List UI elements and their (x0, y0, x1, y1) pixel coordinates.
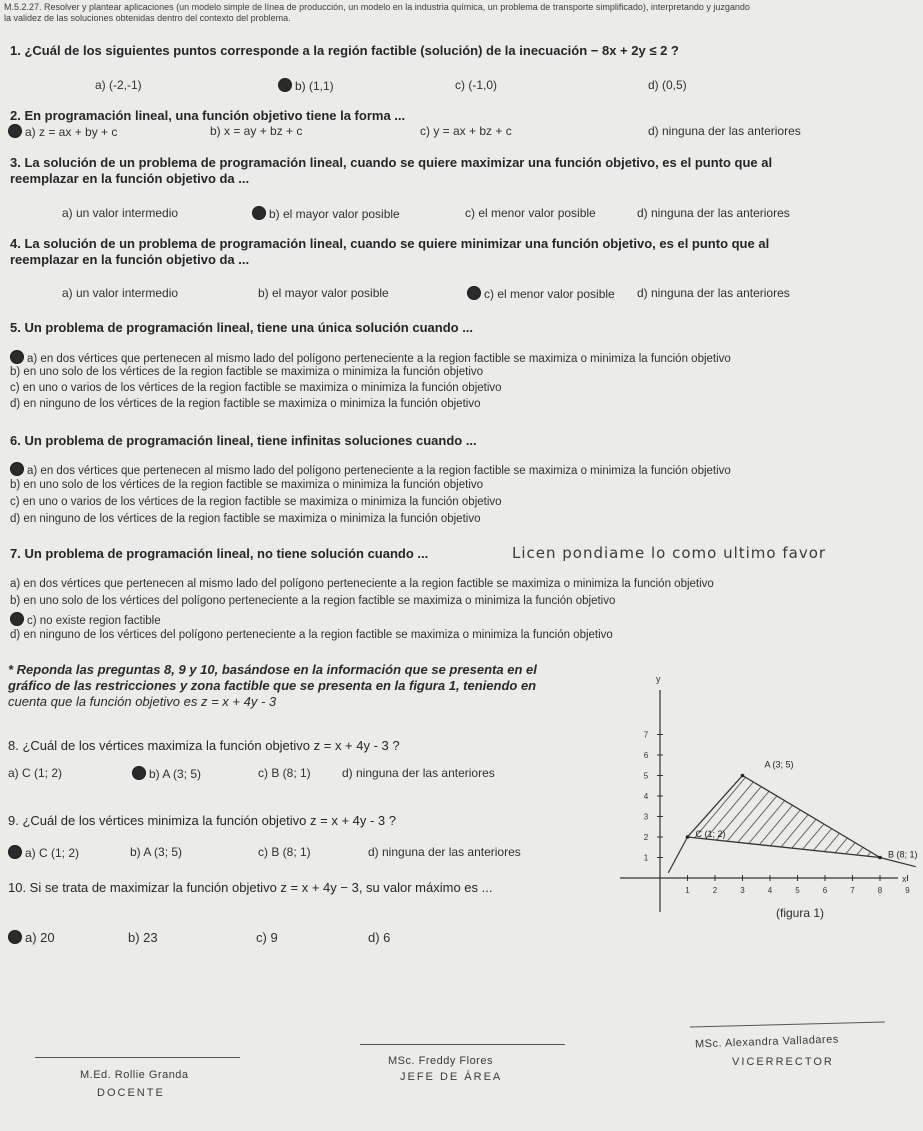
y-tick-label: 4 (643, 792, 649, 801)
answer-mark-icon (252, 206, 266, 220)
signature-line-2 (360, 1044, 565, 1045)
q3-option-b[interactable]: b) el mayor valor posible (252, 206, 400, 221)
signature-name-1: M.Ed. Rollie Granda (80, 1069, 189, 1081)
signature-line-3 (690, 1021, 885, 1027)
x-tick-label: 7 (850, 886, 855, 895)
signature-name-3: MSc. Alexandra Valladares (694, 1033, 839, 1051)
y-axis-label: y (656, 674, 661, 684)
y-tick-label: 2 (643, 833, 649, 842)
q6-option-a[interactable]: a) en dos vértices que pertenecen al mismo lado del polígono perteneciente a la region factible se maximiza o minimiza la función objetivo (10, 462, 731, 477)
question-3: 3. La solución de un problema de programación lineal, cuando se quiere maximizar una función objetivo, es el punto que al (10, 155, 773, 170)
y-tick-label: 5 (643, 771, 649, 781)
q6-option-c[interactable]: c) en uno o varios de los vértices de la region factible se maximiza o minimiza la función objetivo (10, 496, 502, 508)
figure-1-graph (600, 670, 923, 930)
q2-option-d[interactable]: d) ninguna der las anteriores (648, 124, 801, 138)
signature-line-1 (35, 1057, 240, 1058)
question-5: 5. Un problema de programación lineal, tiene una única solución cuando ... (10, 320, 474, 335)
q1-option-c[interactable]: c) (-1,0) (455, 78, 497, 92)
instruction-line1: * Reponda las preguntas 8, 9 y 10, basándose en la información que se presenta en el (8, 662, 537, 677)
constraint-line-1 (668, 837, 687, 873)
y-tick-label: 3 (643, 812, 649, 822)
feasible-region (688, 776, 881, 858)
q8-option-d[interactable]: d) ninguna der las anteriores (342, 766, 495, 780)
answer-mark-icon (8, 124, 22, 138)
x-tick-label: 1 (685, 886, 690, 895)
figure-caption: (figura 1) (776, 906, 825, 920)
q5-option-a[interactable]: a) en dos vértices que pertenecen al mismo lado del polígono perteneciente a la region factible se maximiza o minimiza la función objetivo (10, 350, 731, 365)
vertex-point (878, 856, 882, 860)
q9-option-a[interactable]: a) C (1; 2) (8, 845, 79, 860)
q1-option-d[interactable]: d) (0,5) (648, 78, 687, 92)
vertex-label: B (8; 1) (888, 849, 918, 860)
answer-mark-icon (10, 612, 24, 626)
answer-mark-icon (10, 350, 24, 364)
q8-option-c[interactable]: c) B (8; 1) (258, 766, 311, 780)
question-4-line2: reemplazar en la función objetivo da ... (10, 252, 250, 267)
answer-mark-icon (132, 766, 146, 780)
x-tick-label: 4 (767, 886, 773, 895)
signature-role-2: JEFE DE ÁREA (400, 1071, 503, 1083)
y-tick-label: 1 (643, 853, 649, 863)
q9-option-d[interactable]: d) ninguna der las anteriores (368, 845, 521, 859)
x-tick-label: 6 (822, 886, 828, 895)
y-tick-label: 6 (643, 751, 649, 760)
question-8: 8. ¿Cuál de los vértices maximiza la función objetivo z = x + 4y - 3 ? (8, 738, 400, 753)
question-1: 1. ¿Cuál de los siguientes puntos corresponde a la región factible (solución) de la inecuación − 8x + 2y ≤ 2 ? (10, 43, 679, 58)
header-competency-line2: la validez de las soluciones obtenidas dentro del contexto del problema. (4, 13, 291, 23)
q5-option-c[interactable]: c) en uno o varios de los vértices de la region factible se maximiza o minimiza la función objetivo (10, 382, 502, 394)
q3-option-a[interactable]: a) un valor intermedio (62, 206, 179, 220)
q7-option-d[interactable]: d) en ninguno de los vértices del polígono perteneciente a la region factible se maximiza o minimiza la función objetivo (10, 629, 613, 641)
y-tick-label: 7 (643, 730, 649, 740)
question-6: 6. Un problema de programación lineal, tiene infinitas soluciones cuando ... (10, 433, 477, 448)
q2-option-a[interactable]: a) z = ax + by + c (8, 124, 117, 139)
vertex-point (686, 835, 690, 839)
signature-role-3: VICERRECTOR (732, 1056, 834, 1068)
q7-option-b[interactable]: b) en uno solo de los vértices del polígono perteneciente a la region factible se maximiza o minimiza la función objetivo (10, 595, 616, 607)
instruction-line2: gráfico de las restricciones y zona factible que se presenta en la figura 1, teniendo en (8, 678, 537, 693)
q5-option-d[interactable]: d) en ninguno de los vértices de la region factible se maximiza o minimiza la función objetivo (10, 398, 481, 410)
q10-option-b[interactable]: b) 23 (128, 930, 158, 945)
x-tick-label: 2 (712, 886, 718, 895)
q4-option-d[interactable]: d) ninguna der las anteriores (637, 286, 790, 300)
q4-option-a[interactable]: a) un valor intermedio (62, 286, 179, 300)
vertex-label: A (3; 5) (764, 759, 794, 770)
question-3-line2: reemplazar en la función objetivo da ... (10, 171, 250, 186)
q1-option-a[interactable]: a) (-2,-1) (95, 78, 142, 92)
q7-option-c[interactable]: c) no existe region factible (10, 612, 161, 627)
q2-option-b[interactable]: b) x = ay + bz + c (210, 124, 303, 138)
x-tick-label: 3 (740, 886, 745, 895)
vertex-label: C (1; 2) (695, 829, 726, 839)
signature-name-2: MSc. Freddy Flores (388, 1055, 493, 1067)
q3-option-d[interactable]: d) ninguna der las anteriores (637, 206, 790, 220)
x-axis-label: x (902, 874, 907, 884)
answer-mark-icon (8, 845, 22, 859)
q10-option-c[interactable]: c) 9 (256, 930, 278, 945)
question-2: 2. En programación lineal, una función objetivo tiene la forma ... (10, 108, 406, 123)
x-tick-label: 9 (905, 886, 910, 895)
answer-mark-icon (10, 462, 24, 476)
q8-option-b[interactable]: b) A (3; 5) (132, 766, 201, 781)
q2-option-c[interactable]: c) y = ax + bz + c (420, 124, 512, 138)
q3-option-c[interactable]: c) el menor valor posible (465, 206, 596, 220)
answer-mark-icon (278, 78, 292, 92)
header-competency-line1: M.5.2.27. Resolver y plantear aplicaciones (un modelo simple de línea de producción, un modelo en la industria química, un problema de transporte simplificado), interpretando y juzgando (4, 2, 750, 12)
question-9: 9. ¿Cuál de los vértices minimiza la función objetivo z = x + 4y - 3 ? (8, 813, 397, 828)
q4-option-b[interactable]: b) el mayor valor posible (258, 286, 389, 300)
signature-role-1: DOCENTE (97, 1087, 165, 1099)
answer-mark-icon (467, 286, 481, 300)
question-4: 4. La solución de un problema de programación lineal, cuando se quiere minimizar una función objetivo, es el punto que al (10, 236, 770, 251)
q9-option-b[interactable]: b) A (3; 5) (130, 845, 183, 859)
q6-option-d[interactable]: d) en ninguno de los vértices de la region factible se maximiza o minimiza la función objetivo (10, 513, 481, 525)
q9-option-c[interactable]: c) B (8; 1) (258, 845, 311, 859)
x-tick-label: 5 (795, 886, 800, 895)
instruction-line3: cuenta que la función objetivo es z = x + 4y - 3 (8, 694, 277, 709)
answer-mark-icon (8, 930, 22, 944)
q6-option-b[interactable]: b) en uno solo de los vértices de la region factible se maximiza o minimiza la función objetivo (10, 479, 484, 491)
q10-option-a[interactable]: a) 20 (8, 930, 55, 945)
vertex-point (741, 774, 745, 778)
q7-option-a[interactable]: a) en dos vértices que pertenecen al mismo lado del polígono perteneciente a la region factible se maximiza o minimiza la función objetivo (10, 578, 714, 590)
handwritten-note: Licen pondiame lo como ultimo favor (512, 544, 827, 562)
q5-option-b[interactable]: b) en uno solo de los vértices de la region factible se maximiza o minimiza la función objetivo (10, 366, 484, 378)
q4-option-c[interactable]: c) el menor valor posible (467, 286, 615, 301)
question-7: 7. Un problema de programación lineal, no tiene solución cuando ... (10, 546, 429, 561)
q1-option-b[interactable]: b) (1,1) (278, 78, 334, 93)
question-10: 10. Si se trata de maximizar la función objetivo z = x + 4y − 3, su valor máximo es ... (8, 880, 493, 895)
x-tick-label: 8 (877, 886, 883, 895)
q8-option-a[interactable]: a) C (1; 2) (8, 766, 63, 780)
q10-option-d[interactable]: d) 6 (368, 930, 391, 945)
